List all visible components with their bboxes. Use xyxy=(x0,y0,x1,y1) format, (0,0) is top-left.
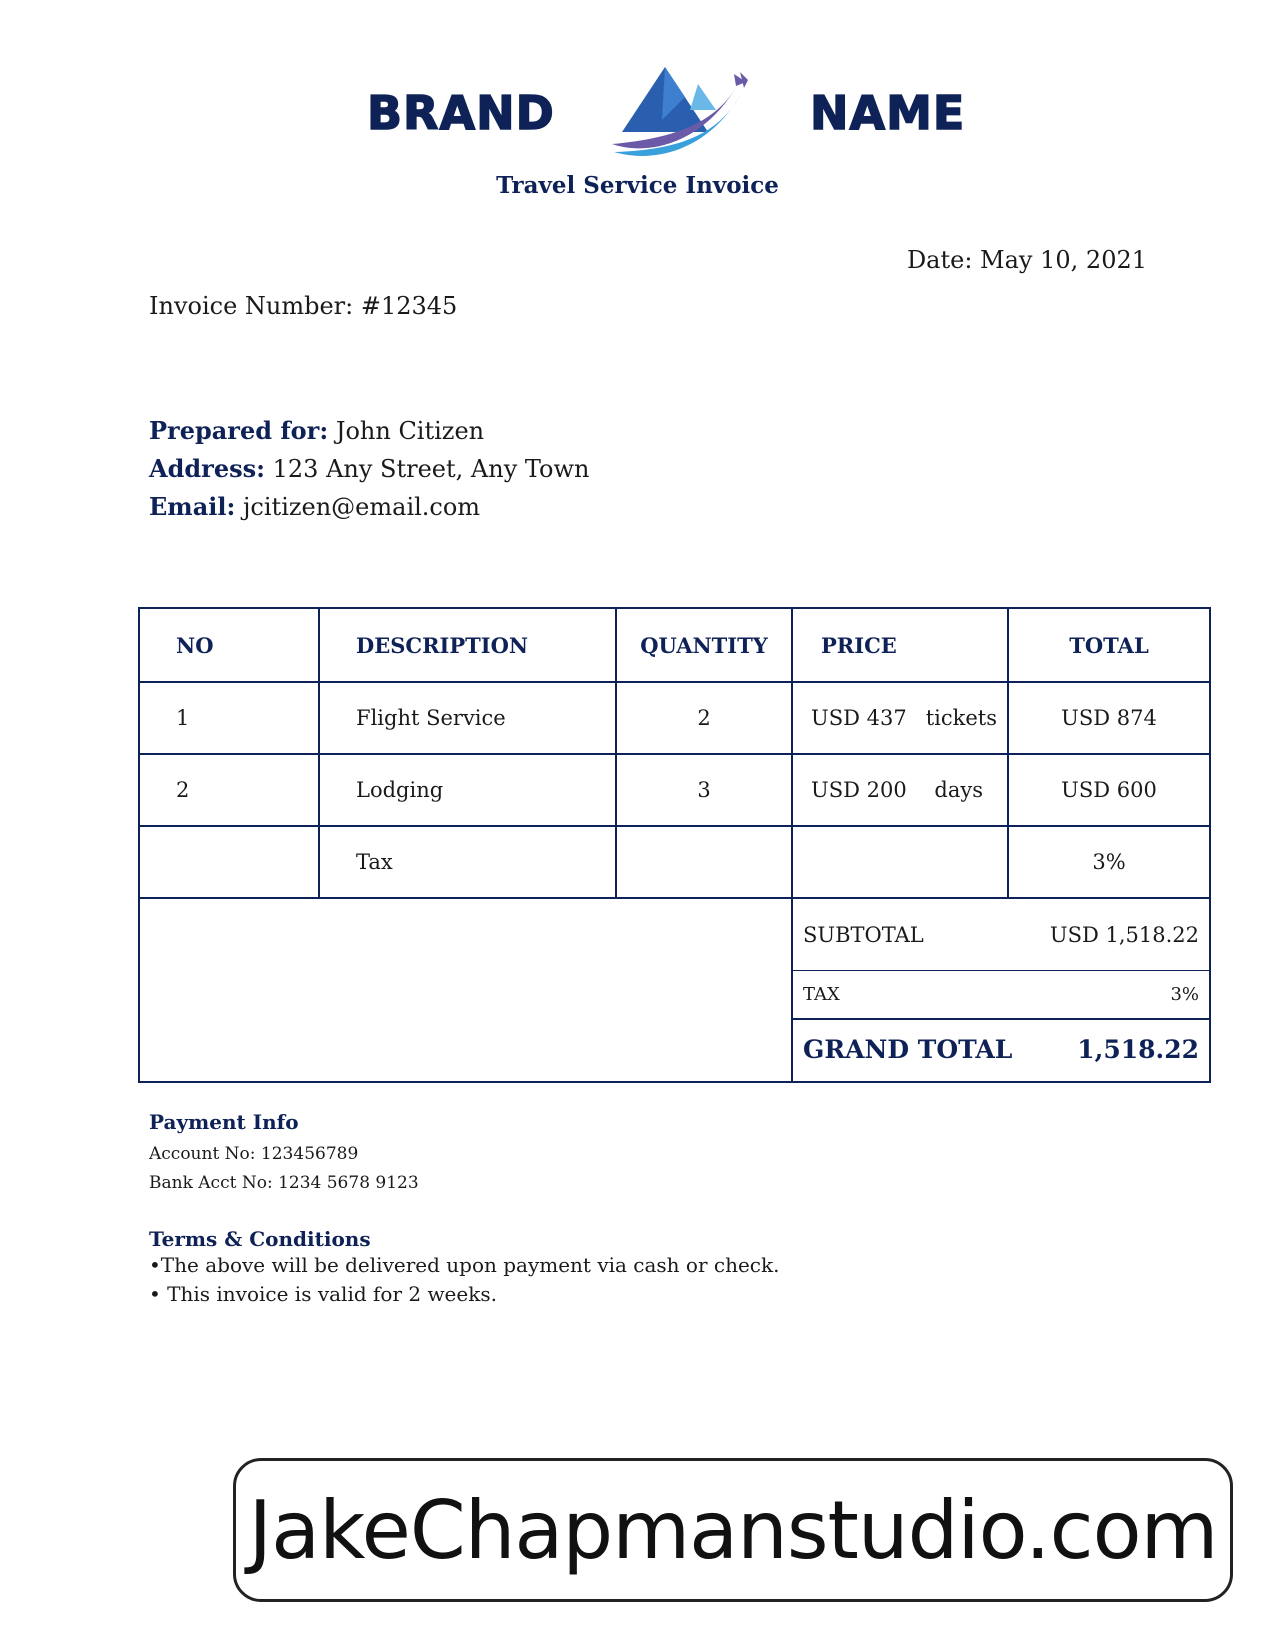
email-value: jcitizen@email.com xyxy=(242,493,481,521)
terms-line: •The above will be delivered upon payment via cash or check. xyxy=(149,1253,780,1277)
invoice-number: Invoice Number: #12345 xyxy=(149,292,458,320)
table-row xyxy=(140,755,1209,827)
invoice-table xyxy=(138,607,1211,1083)
header-quantity: QUANTITY xyxy=(617,609,793,681)
row-unit: tickets xyxy=(925,706,997,730)
mountain-plane-logo-icon xyxy=(610,62,760,162)
row-total: USD 874 xyxy=(1061,706,1157,730)
address-value: 123 Any Street, Any Town xyxy=(272,455,590,483)
row-no xyxy=(140,827,320,897)
row-quantity xyxy=(617,827,793,897)
tax-row xyxy=(793,971,1209,1020)
row-price-cell xyxy=(793,755,1009,825)
table-header-row xyxy=(140,609,1209,683)
row-price-cell xyxy=(793,683,1009,753)
subtotal-row xyxy=(793,899,1209,971)
terms-line: • This invoice is valid for 2 weeks. xyxy=(149,1282,497,1306)
brand-left-text: BRAND xyxy=(367,86,555,140)
grand-total-row xyxy=(793,1020,1209,1079)
payment-info xyxy=(149,1110,419,1198)
terms-conditions xyxy=(149,1227,779,1309)
row-no: 2 xyxy=(140,755,320,825)
row-description: Lodging xyxy=(320,755,617,825)
table-row xyxy=(140,683,1209,755)
row-total: 3% xyxy=(1092,850,1126,874)
row-description: Flight Service xyxy=(320,683,617,753)
document-title: Travel Service Invoice xyxy=(496,172,779,199)
email-label: Email: xyxy=(149,492,236,521)
header-total: TOTAL xyxy=(1069,632,1149,658)
watermark-banner: JakeChapmanstudio.com xyxy=(233,1458,1233,1602)
account-number: Account No: 123456789 xyxy=(149,1144,359,1164)
header-description: DESCRIPTION xyxy=(320,609,617,681)
summary-blank xyxy=(140,899,793,1081)
row-price: USD 200 xyxy=(811,778,907,802)
client-block xyxy=(149,412,589,526)
row-total: USD 600 xyxy=(1061,778,1157,802)
subtotal-value: USD 1,518.22 xyxy=(1049,922,1199,947)
bank-account-number: Bank Acct No: 1234 5678 9123 xyxy=(149,1173,419,1193)
address-label: Address: xyxy=(149,454,265,483)
grand-total-value: 1,518.22 xyxy=(1077,1035,1199,1064)
prepared-for-line xyxy=(149,412,589,450)
row-price: USD 437 xyxy=(811,706,907,730)
header-no: NO xyxy=(140,609,320,681)
payment-title: Payment Info xyxy=(149,1110,299,1134)
tax-value: 3% xyxy=(1170,984,1199,1005)
row-description: Tax xyxy=(320,827,617,897)
address-line xyxy=(149,450,589,488)
table-row xyxy=(140,827,1209,899)
subtotal-label: SUBTOTAL xyxy=(803,922,924,947)
email-line xyxy=(149,488,589,526)
invoice-date: Date: May 10, 2021 xyxy=(906,246,1147,274)
row-no: 1 xyxy=(140,683,320,753)
brand-right-text: NAME xyxy=(810,86,966,140)
row-unit: days xyxy=(934,778,983,802)
terms-title: Terms & Conditions xyxy=(149,1227,371,1251)
prepared-for-label: Prepared for: xyxy=(149,416,329,445)
row-quantity: 3 xyxy=(617,755,793,825)
row-quantity: 2 xyxy=(617,683,793,753)
summary-section xyxy=(140,899,1209,1081)
header-price: PRICE xyxy=(793,609,1009,681)
tax-label: TAX xyxy=(803,984,840,1005)
summary-totals xyxy=(793,899,1209,1081)
row-price-cell xyxy=(793,827,1009,897)
prepared-for-value: John Citizen xyxy=(335,417,485,445)
grand-total-label: GRAND TOTAL xyxy=(803,1035,1013,1064)
